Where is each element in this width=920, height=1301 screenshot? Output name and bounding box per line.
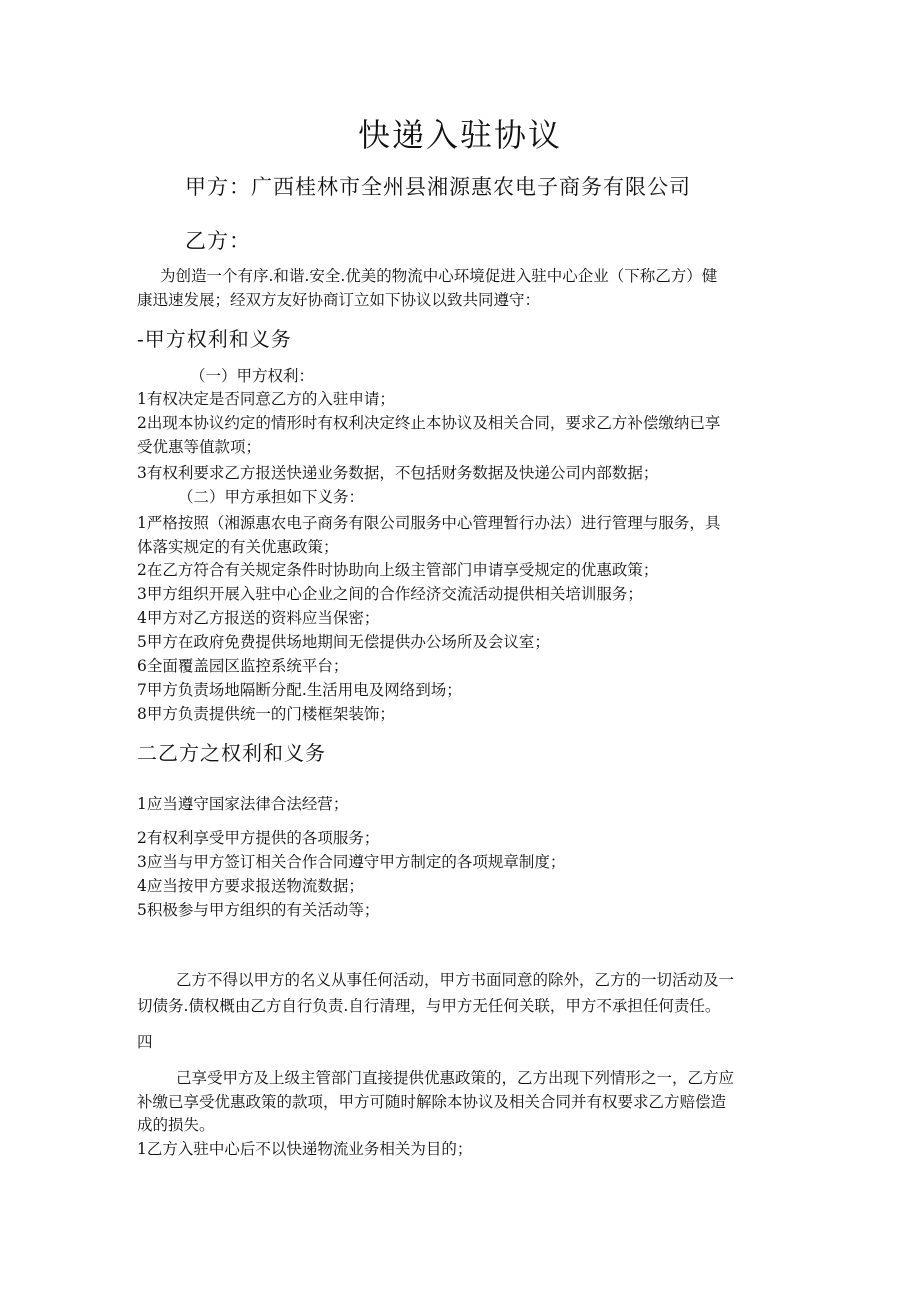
intro-line-1: 为创造一个有序.和谐.安全.优美的物流中心环境促进入驻中心企业（下称乙方）健 <box>160 267 718 285</box>
section-2-heading: 二乙方之权利和义务 <box>137 741 326 765</box>
list-item: 1应当遵守国家法律合法经营； <box>137 795 349 813</box>
list-item: 2在乙方符合有关规定条件时协助向上级主管部门申请享受规定的优惠政策； <box>137 561 659 579</box>
list-item: 2有权利享受甲方提供的各项服务； <box>137 829 380 847</box>
party-a-rights-heading: （一）甲方权利： <box>190 367 315 385</box>
party-a-line: 甲方：广西桂林市全州县湘源惠农电子商务有限公司 <box>185 175 691 199</box>
list-item: 6全面覆盖园区监控系统平台； <box>137 657 349 675</box>
list-item: 8甲方负责提供统一的门楼框架装饰； <box>137 705 395 723</box>
section-4-line-2: 补缴已享受优惠政策的款项，甲方可随时解除本协议及相关合同并有权要求乙方赔偿造 <box>137 1093 727 1111</box>
section-4-line-3: 成的损失。 <box>137 1116 215 1134</box>
list-item: 2出现本协议约定的情形时有权利决定终止本协议及相关合同，要求乙方补偿缴纳已享 <box>137 414 721 432</box>
list-item: 5甲方在政府免费提供场地期间无偿提供办公场所及会议室； <box>137 633 550 651</box>
list-item: 3应当与甲方签订相关合作合同遵守甲方制定的各项规章制度； <box>137 853 566 871</box>
list-item: 3有权利要求乙方报送快递业务数据，不包括财务数据及快递公司内部数据； <box>137 464 659 482</box>
document-title: 快递入驻协议 <box>357 116 562 154</box>
party-b-line: 乙方： <box>185 229 251 253</box>
list-item: 1乙方入驻中心后不以快递物流业务相关为目的； <box>137 1140 473 1158</box>
section-1-heading: -甲方权利和义务 <box>137 327 292 351</box>
list-item: 4应当按甲方要求报送物流数据； <box>137 877 364 895</box>
list-item: 4甲方对乙方报送的资料应当保密； <box>137 609 380 627</box>
paragraph-3-line-2: 切债务.债权概由乙方自行负责.自行清理，与甲方无任何关联，甲方不承担任何责任。 <box>137 997 721 1015</box>
paragraph-3-line-1: 乙方不得以甲方的名义从事任何活动，甲方书面同意的除外，乙方的一切活动及一 <box>176 971 735 989</box>
list-item: 5积极参与甲方组织的有关活动等； <box>137 901 380 919</box>
list-item: 1有权决定是否同意乙方的入驻申请； <box>137 390 395 408</box>
intro-line-2: 康迅速发展；经双方友好协商订立如下协议以致共同遵守： <box>137 291 541 309</box>
section-4-heading: 四 <box>137 1033 153 1051</box>
section-4-line-1: 己享受甲方及上级主管部门直接提供优惠政策的，乙方出现下列情形之一，乙方应 <box>176 1069 735 1087</box>
list-item: 1严格按照（湘源惠农电子商务有限公司服务中心管理暂行办法）进行管理与服务，具 <box>137 514 721 532</box>
party-a-duties-heading: （二）甲方承担如下义务： <box>178 488 365 506</box>
list-item: 3甲方组织开展入驻中心企业之间的合作经济交流活动提供相关培训服务； <box>137 585 643 603</box>
list-item: 7甲方负责场地隔断分配.生活用电及网络到场； <box>137 681 462 699</box>
list-item: 受优惠等值款项； <box>137 438 262 456</box>
list-item: 体落实规定的有关优惠政策； <box>137 538 339 556</box>
